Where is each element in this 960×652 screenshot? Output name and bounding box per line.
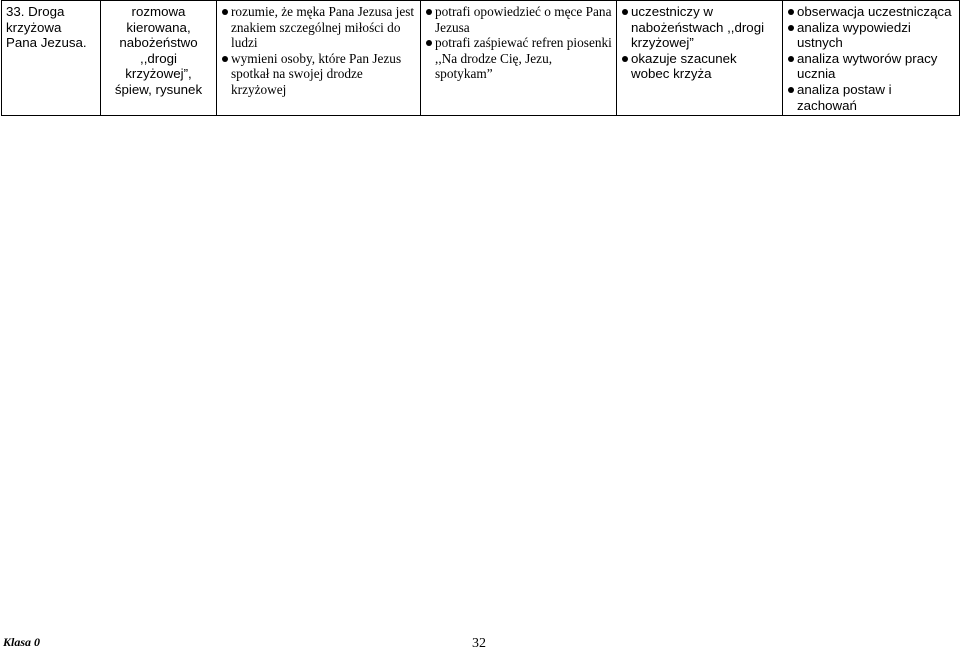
skills-cell bbox=[421, 1, 617, 116]
topic-text: 33. Droga krzyżowa Pana Jezusa. bbox=[6, 4, 87, 51]
skills-list bbox=[425, 4, 612, 82]
page-number: 32 bbox=[472, 636, 486, 651]
table-row bbox=[2, 1, 960, 116]
attitudes-cell bbox=[617, 1, 783, 116]
list-item: potrafi opowiedzieć o męce Pana Jezusa bbox=[425, 4, 612, 35]
knowledge-list bbox=[221, 4, 416, 98]
list-item: analiza wypowiedzi ustnych bbox=[787, 20, 955, 51]
list-item: wymieni osoby, które Pan Jezus spotkał na swojej drodze krzyżowej bbox=[221, 51, 416, 98]
list-item: uczestniczy w nabożeństwach ,,drogi krzyżowej” bbox=[621, 4, 778, 51]
methods-cell bbox=[101, 1, 217, 116]
methods-text: rozmowa kierowana, nabożeństwo ,,drogi krzyżowej”, śpiew, rysunek bbox=[114, 4, 203, 97]
list-item: okazuje szacunek wobec krzyża bbox=[621, 51, 778, 82]
list-item: analiza wytworów pracy ucznia bbox=[787, 51, 955, 82]
evaluation-list bbox=[787, 4, 955, 113]
attitudes-list bbox=[621, 4, 778, 82]
lesson-plan-table bbox=[1, 0, 960, 116]
list-item: analiza postaw i zachowań bbox=[787, 82, 955, 113]
evaluation-cell bbox=[783, 1, 960, 116]
topic-cell bbox=[2, 1, 101, 116]
footer-class-label: Klasa 0 bbox=[3, 635, 41, 649]
list-item: rozumie, że męka Pana Jezusa jest znakiem szczególnej miłości do ludzi bbox=[221, 4, 416, 51]
knowledge-cell bbox=[217, 1, 421, 116]
list-item: potrafi zaśpiewać refren piosenki ,,Na drodze Cię, Jezu, spotykam” bbox=[425, 35, 612, 82]
list-item: obserwacja uczestnicząca bbox=[787, 4, 955, 20]
